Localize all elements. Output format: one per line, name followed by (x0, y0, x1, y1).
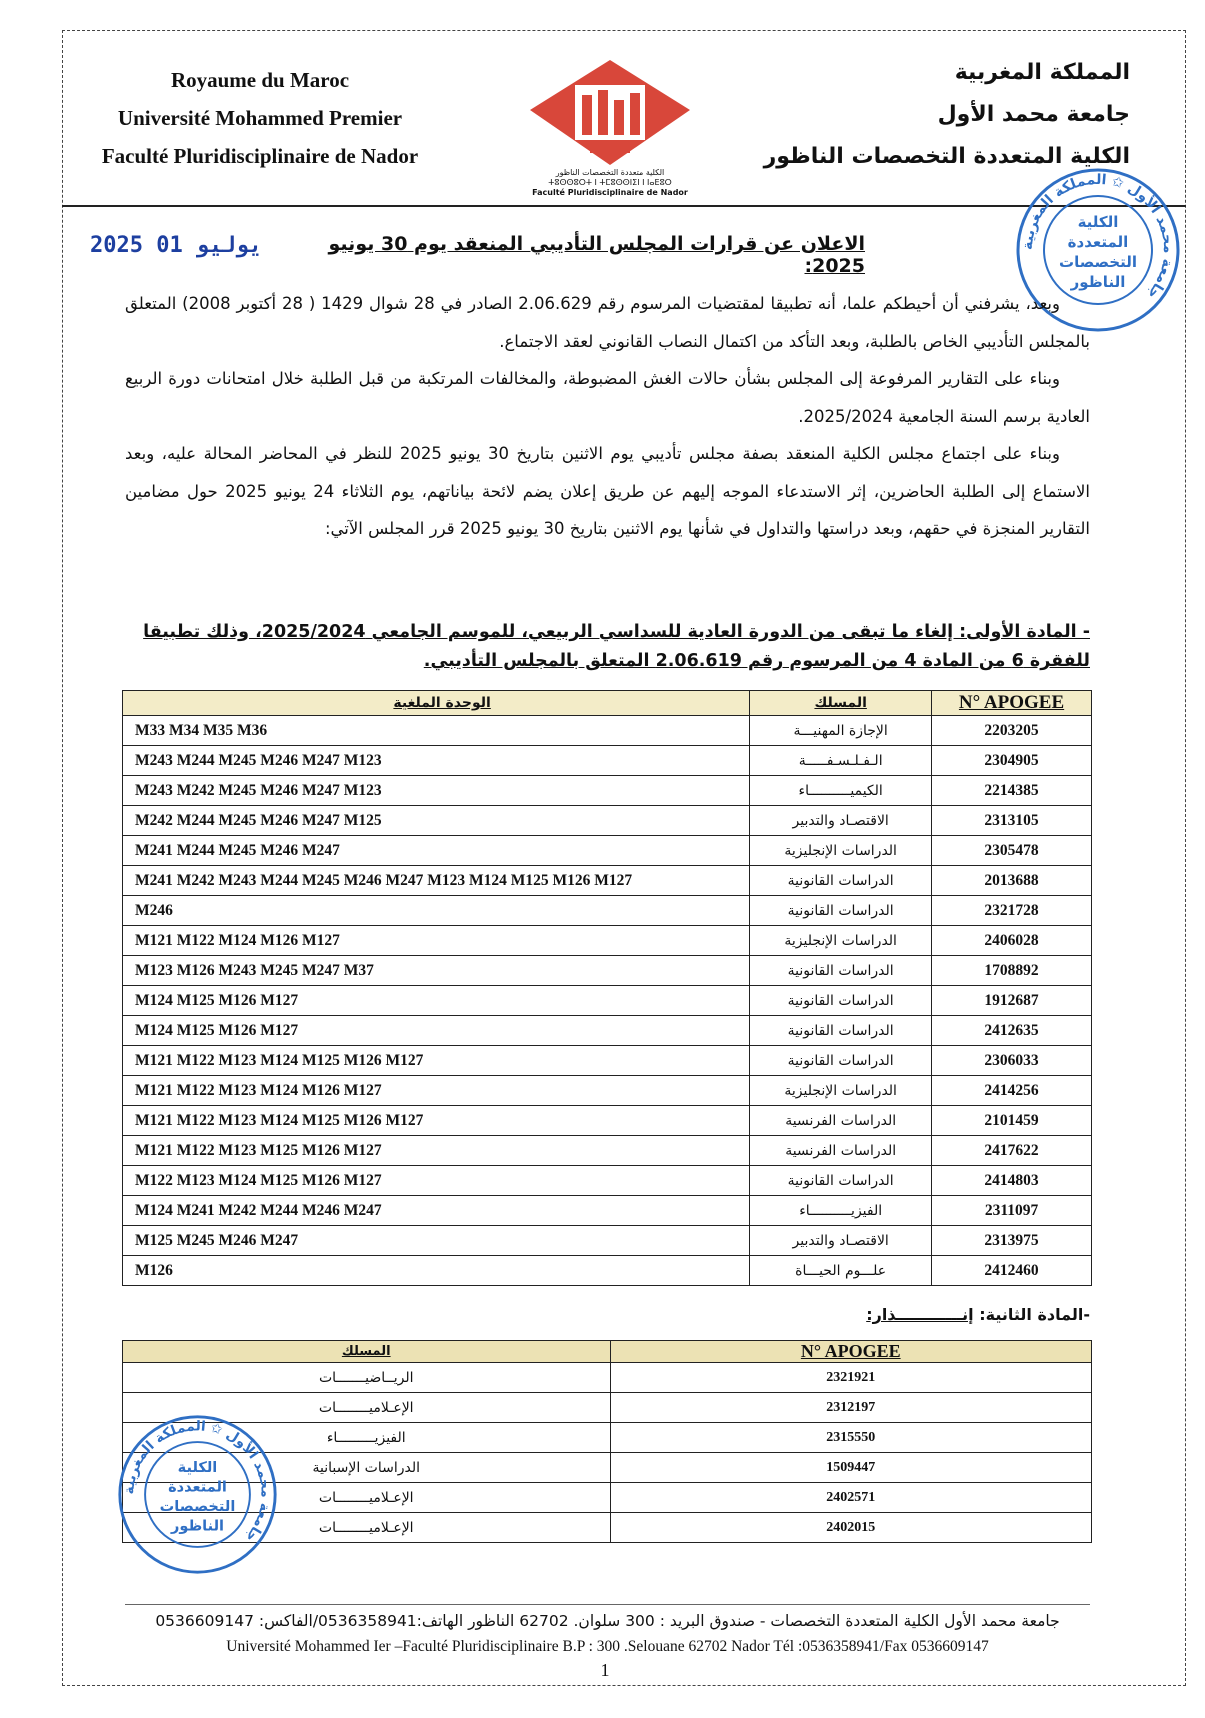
cell-units: M241 M244 M245 M246 M247 (123, 836, 750, 866)
announcement-title: الاعلان عن قرارات المجلس التأديبي المنعقد يوم 30 يونيو 2025: (328, 233, 865, 277)
cell-apogee: 2402571 (610, 1483, 1092, 1513)
cell-field: الدراسات الفرنسية (750, 1136, 932, 1166)
cell-units: M33 M34 M35 M36 (123, 716, 750, 746)
cell-field: الإعـلاميــــــــات (123, 1483, 611, 1513)
cell-field: الإجازة المهنيـــة (750, 716, 932, 746)
paragraph-2: وبناء على التقارير المرفوعة إلى المجلس بشأن حالات الغش المضبوطة، والمخالفات المرتكبة من قبل الطلبة خلال امتحانات دورة الربيع العادية برسم السنة الجامعية 2025/2024. (125, 369, 1090, 426)
table-row (123, 986, 1092, 1016)
cell-field: الاقتصـاد والتدبير (750, 1226, 932, 1256)
cell-apogee: 2412460 (932, 1256, 1092, 1286)
cell-apogee: 2214385 (932, 776, 1092, 806)
cell-apogee: 2414803 (932, 1166, 1092, 1196)
cell-units: M121 M122 M123 M124 M125 M126 M127 (123, 1106, 750, 1136)
table-row (123, 956, 1092, 986)
cell-apogee: 2414256 (932, 1076, 1092, 1106)
cell-units: M243 M244 M245 M246 M247 M123 (123, 746, 750, 776)
table-row (123, 1136, 1092, 1166)
cell-units: M121 M122 M123 M124 M125 M126 M127 (123, 1046, 750, 1076)
cell-apogee: 2305478 (932, 836, 1092, 866)
cancelled-units-table (122, 690, 1092, 1286)
table-row (123, 866, 1092, 896)
cell-field: الدراسات القانونية (750, 986, 932, 1016)
table-header-row (123, 691, 1092, 716)
cell-field: الدراسات القانونية (750, 866, 932, 896)
cell-apogee: 1912687 (932, 986, 1092, 1016)
table-header-row (123, 1341, 1092, 1363)
article-2 (700, 1305, 1090, 1324)
seal-line2: المتعددة (1067, 233, 1129, 251)
cell-field: الإعـلاميــــــــات (123, 1513, 611, 1543)
cell-apogee: 1708892 (932, 956, 1092, 986)
page-number: 1 (600, 1660, 610, 1680)
col-header-field: المسلك (750, 691, 932, 716)
table-row (123, 1363, 1092, 1393)
cell-apogee: 2406028 (932, 926, 1092, 956)
table-row (123, 1226, 1092, 1256)
cell-field: علـــوم الحيـــاة (750, 1256, 932, 1286)
cell-apogee: 2013688 (932, 866, 1092, 896)
cell-units: M241 M242 M243 M244 M245 M246 M247 M123 M124 M125 M126 M127 (123, 866, 750, 896)
cell-apogee: 2306033 (932, 1046, 1092, 1076)
col-header-units: الوحدة الملغية (123, 691, 750, 716)
table-row (123, 1196, 1092, 1226)
cell-units: M243 M242 M245 M246 M247 M123 (123, 776, 750, 806)
table-row (123, 896, 1092, 926)
cell-units: M121 M122 M123 M124 M126 M127 (123, 1076, 750, 1106)
cell-field: الدراسات القانونية (750, 1046, 932, 1076)
article-1: - المادة الأولى: إلغاء ما تبقى من الدورة العادية للسداسي الربيعي، للموسم الجامعي 2025/2024، وذلك تطبيقا للفقرة 6 من المادة 4 من المرسوم رقم 2.06.619 المتعلق بالمجلس التأديبي. (143, 622, 1090, 671)
cell-field: الدراسات الإسبانية (123, 1453, 611, 1483)
cell-field: الكيميــــــــــاء (750, 776, 932, 806)
cell-field: الفيزيـــــــــاء (123, 1423, 611, 1453)
cell-units: M122 M123 M124 M125 M126 M127 (123, 1166, 750, 1196)
header-fr-kingdom: Royaume du Maroc (170, 68, 350, 92)
footer-address-fr: Université Mohammed Ier –Faculté Pluridisciplinaire B.P : 300 .Selouane 62702 Nador Tél :0536358941/Fax 0536609147 (226, 1638, 989, 1655)
footer-divider (125, 1604, 1090, 1605)
logo-caption (510, 168, 710, 198)
date-stamp: 2025 يوليو 01 (90, 233, 263, 258)
cell-apogee: 2313975 (932, 1226, 1092, 1256)
faculty-logo-icon (520, 55, 700, 185)
university-seal-bottom-icon (115, 1412, 280, 1577)
cell-apogee: 2412635 (932, 1016, 1092, 1046)
cell-field: الدراسات القانونية (750, 956, 932, 986)
table-row (123, 1076, 1092, 1106)
cell-units: M124 M125 M126 M127 (123, 1016, 750, 1046)
seal-bottom-line2: المتعددة (168, 1478, 227, 1496)
header-ar-university: جامعة محمد الأول (937, 102, 1130, 127)
cell-apogee: 2311097 (932, 1196, 1092, 1226)
cell-apogee: 2313105 (932, 806, 1092, 836)
cell-field: الدراسات الإنجليزية (750, 836, 932, 866)
cell-units: M246 (123, 896, 750, 926)
cell-apogee: 2101459 (932, 1106, 1092, 1136)
cell-field: الدراسات الإنجليزية (750, 1076, 932, 1106)
col-header-field: المسلك (123, 1341, 611, 1363)
table-row (123, 1256, 1092, 1286)
article-2-value: إنــــــــــــذار: (866, 1305, 974, 1324)
cell-units: M242 M244 M245 M246 M247 M125 (123, 806, 750, 836)
header-fr-faculty: Faculté Pluridisciplinaire de Nador (101, 144, 419, 168)
cell-apogee: 2402015 (610, 1513, 1092, 1543)
cell-units: M121 M122 M124 M126 M127 (123, 926, 750, 956)
table-row (123, 1016, 1092, 1046)
cell-apogee: 2315550 (610, 1423, 1092, 1453)
cell-field: الدراسات الإنجليزية (750, 926, 932, 956)
cell-field: الريــاضيـــــــات (123, 1363, 611, 1393)
logo-caption-tifinagh: ⵜⵓⵙⵙⵓⵔⵜ ⵏ ⵜⵎⵓⵙⵙⵏⵉⵏ ⵏ ⵏⴰⴹⵓⵔ (548, 178, 672, 187)
seal-line1: الكلية (1077, 213, 1119, 231)
cell-field: الدراسات القانونية (750, 1016, 932, 1046)
cell-field: الدراسات القانونية (750, 896, 932, 926)
logo-caption-fr: Faculté Pluridisciplinaire de Nador (532, 188, 688, 197)
cell-field: الفيزيــــــــــاء (750, 1196, 932, 1226)
col-header-apogee: N° APOGEE (932, 691, 1092, 716)
cell-units: M125 M245 M246 M247 (123, 1226, 750, 1256)
cell-units: M124 M125 M126 M127 (123, 986, 750, 1016)
table-row (123, 806, 1092, 836)
cell-apogee: 2321728 (932, 896, 1092, 926)
table-row (123, 1166, 1092, 1196)
paragraph-1: وبعد، يشرفني أن أحيطكم علما، أنه تطبيقا لمقتضيات المرسوم رقم 2.06.629 الصادر في 28 شوال 1429 ( 28 أكتوبر 2008) المتعلق بالمجلس التأديبي الخاص بالطلبة، وبعد التأكد من اكتمال النصاب القانوني لعقد الاجتماع. (125, 294, 1090, 351)
cell-field: الـفـلـسـفـــــة (750, 746, 932, 776)
cell-field: الدراسات القانونية (750, 1166, 932, 1196)
header-fr-university: Université Mohammed Premier (117, 106, 403, 130)
cell-apogee: 2321921 (610, 1363, 1092, 1393)
cell-units: M123 M126 M243 M245 M247 M37 (123, 956, 750, 986)
cell-field: الدراسات الفرنسية (750, 1106, 932, 1136)
article-2-label: -المادة الثانية: (973, 1305, 1090, 1324)
table-row (123, 776, 1092, 806)
paragraph-3: وبناء على اجتماع مجلس الكلية المنعقد بصفة مجلس تأديبي يوم الاثنين بتاريخ 30 يونيو 2025 للنظر في المحاضر المحالة عليه، وبعد الاستماع إلى الطلبة الحاضرين، إثر الاستدعاء الموجه إليهم عن طريق إعلان يضم لائحة بياناتهم، يوم الثلاثاء 24 يونيو 2025 حول مضامين التقارير المنجزة في حقهم، وبعد دراستها والتداول في شأنها يوم الاثنين بتاريخ 30 يونيو 2025 قرر المجلس الآتي: (125, 444, 1090, 538)
table-row (123, 836, 1092, 866)
table-row (123, 1046, 1092, 1076)
seal-bottom-line1: الكلية (177, 1459, 218, 1477)
seal-ring-text: جامعة محمد الأول ✩ المملكة المغربية (1019, 171, 1177, 302)
table-row (123, 746, 1092, 776)
table-row (123, 716, 1092, 746)
seal-line3: التخصصات (1059, 253, 1137, 271)
seal-line4: الناظور (1070, 273, 1126, 291)
footer-address-ar: جامعة محمد الأول الكلية المتعددة التخصصات - صندوق البريد : 300 سلوان. 62702 الناظور الهاتف:0536358941/الفاكس: 0536609147 (155, 1612, 1060, 1630)
cell-field: الإعـلاميــــــــات (123, 1393, 611, 1423)
header-ar-kingdom: المملكة المغربية (954, 60, 1130, 85)
body-text (125, 285, 1090, 548)
col-header-apogee: N° APOGEE (610, 1341, 1092, 1363)
table-row (123, 926, 1092, 956)
cell-units: M126 (123, 1256, 750, 1286)
cell-apogee: 2203205 (932, 716, 1092, 746)
cell-apogee: 2417622 (932, 1136, 1092, 1166)
header-ar-faculty: الكلية المتعددة التخصصات الناظور (763, 144, 1130, 169)
logo-caption-ar: الكلية متعددة التخصصات الناظور (555, 168, 665, 177)
cell-apogee: 2312197 (610, 1393, 1092, 1423)
cell-field: الاقتصـاد والتدبير (750, 806, 932, 836)
seal-bottom-ring-text: جامعة محمد الأول ✩ المملكة المغربية (121, 1418, 274, 1546)
cell-apogee: 2304905 (932, 746, 1092, 776)
cell-apogee: 1509447 (610, 1453, 1092, 1483)
seal-bottom-line3: التخصصات (159, 1498, 236, 1515)
cell-units: M121 M122 M123 M125 M126 M127 (123, 1136, 750, 1166)
cell-units: M124 M241 M242 M244 M246 M247 (123, 1196, 750, 1226)
table-row (123, 1106, 1092, 1136)
seal-bottom-line4: الناظور (170, 1517, 225, 1535)
